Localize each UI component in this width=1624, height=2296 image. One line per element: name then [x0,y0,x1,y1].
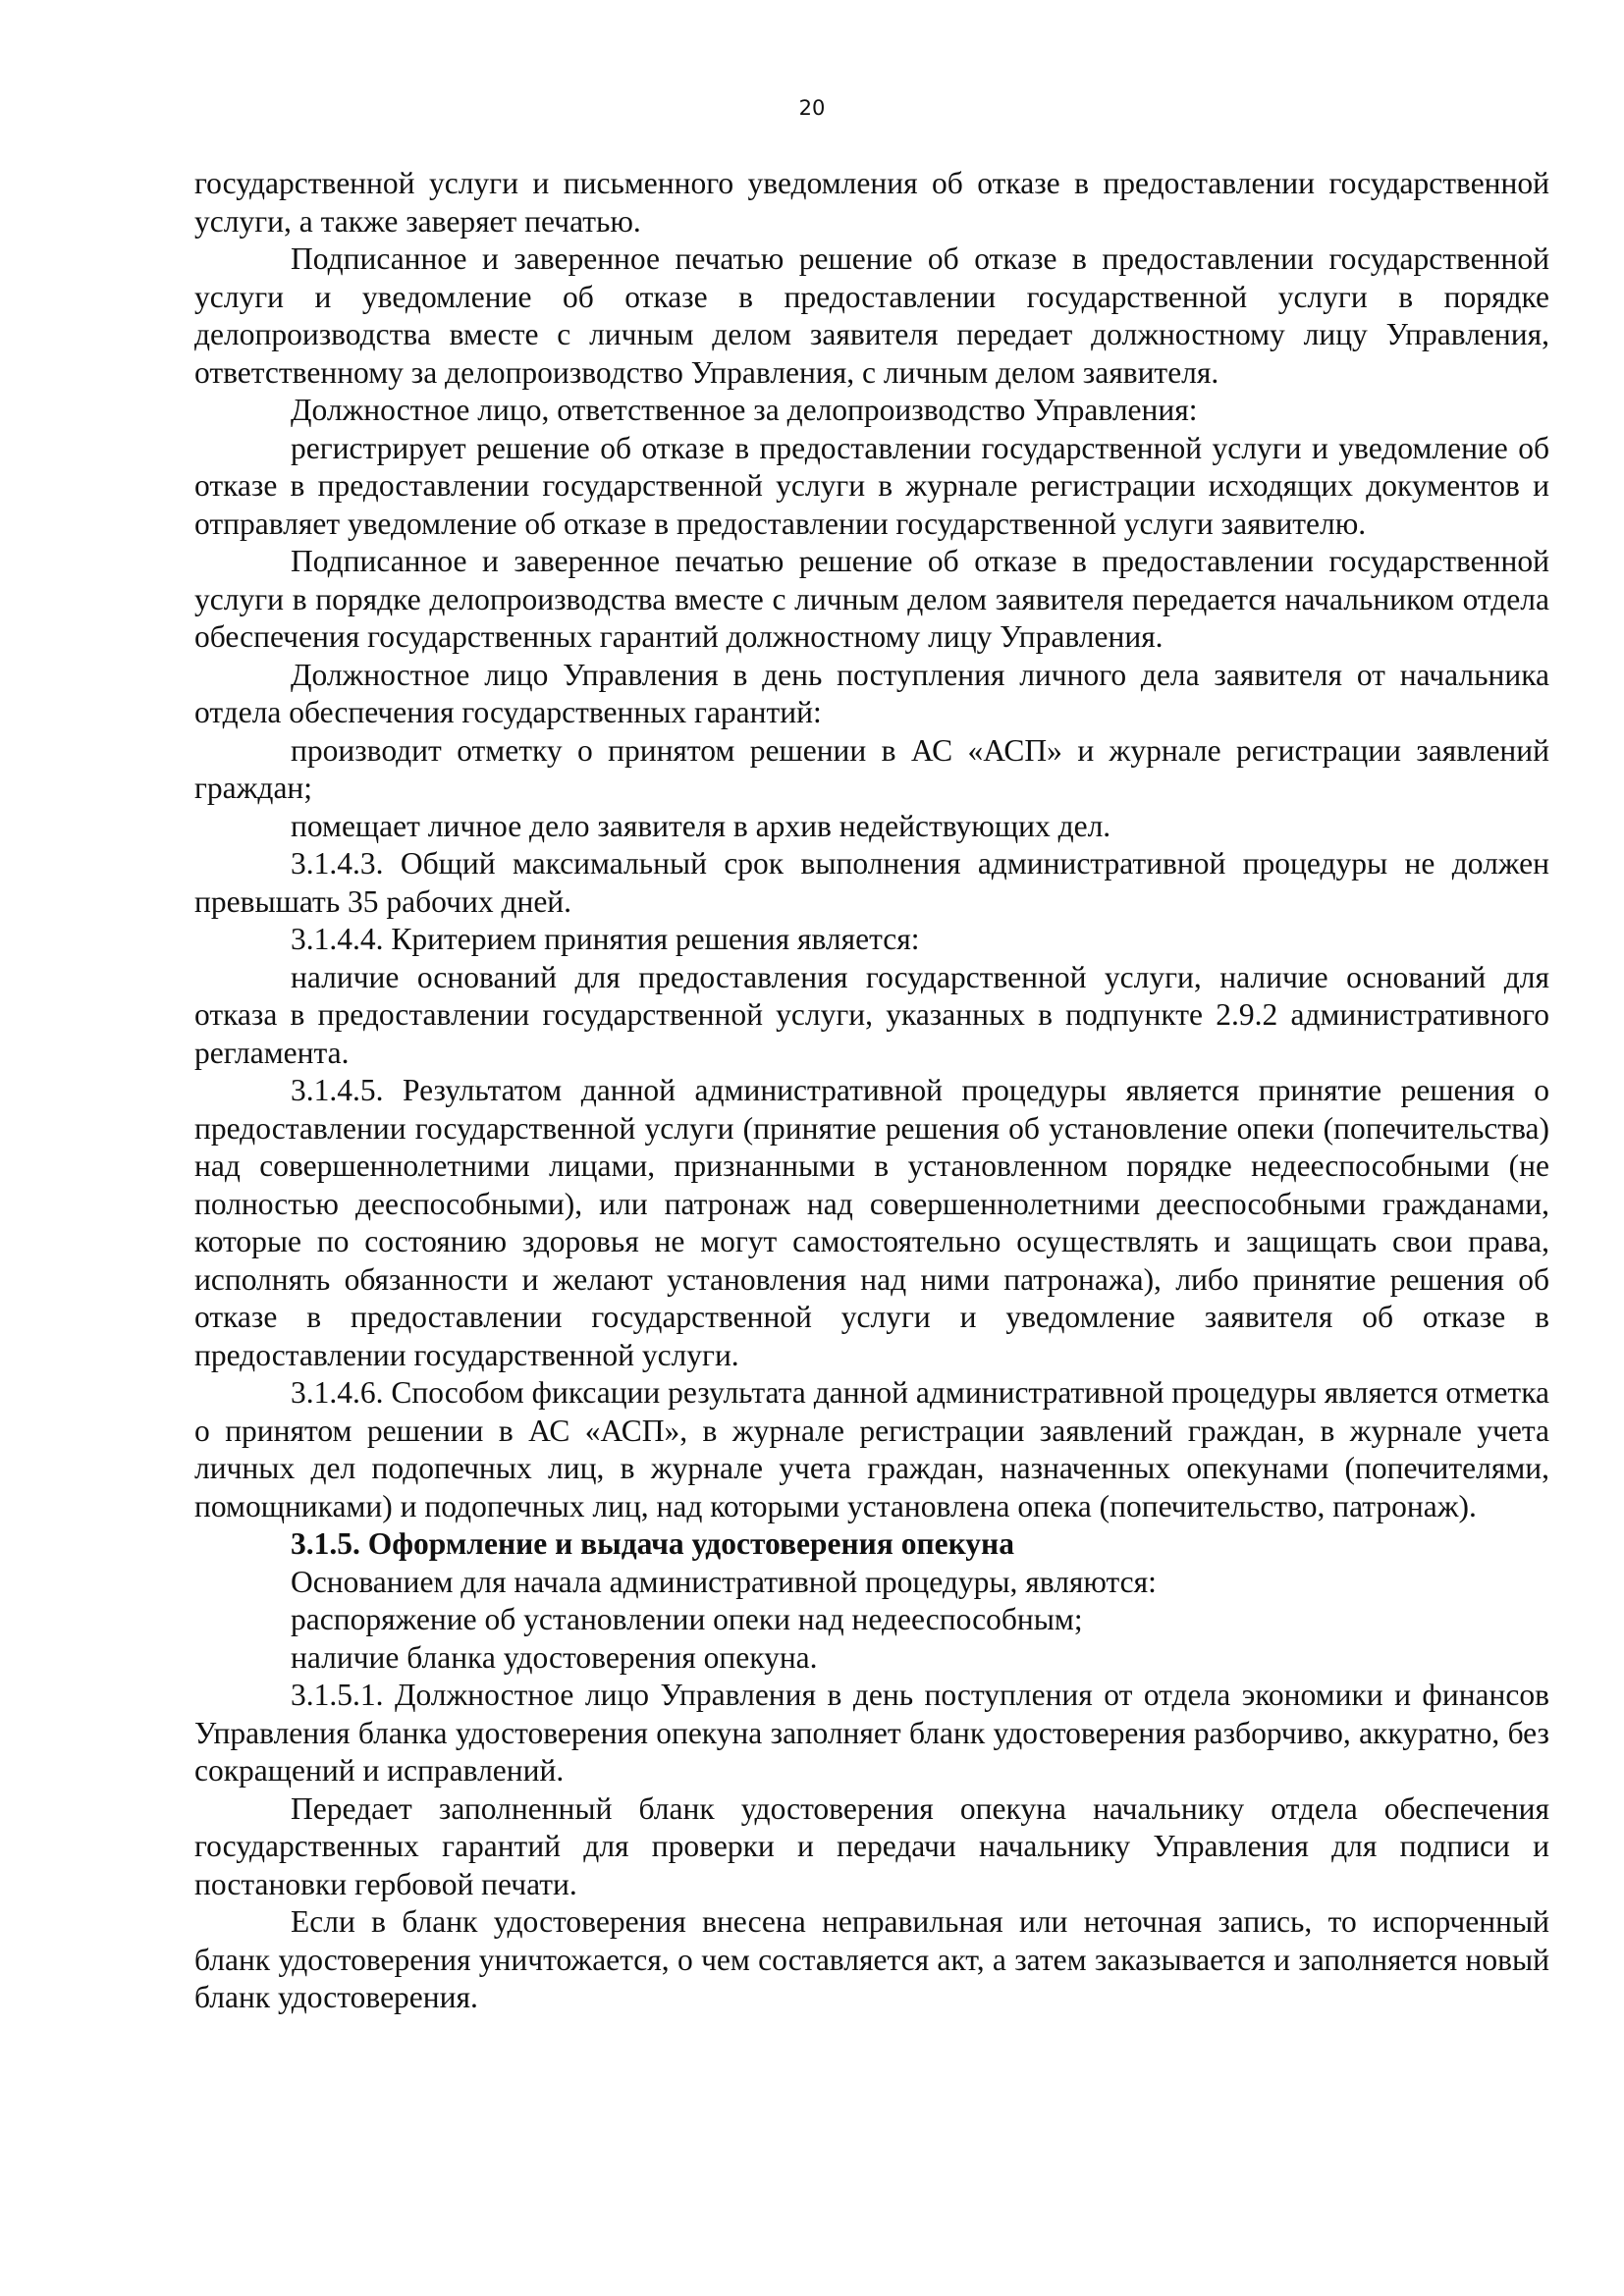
paragraph: распоряжение об установлении опеки над недееспособным; [291,1602,1083,1636]
paragraph-3-1-4-5: 3.1.4.5. Результатом данной административной процедуры является принятие решения о предоставлении государственной услуги (принятие решения об установление опеки (попечительства) над совершеннолетними лицами, признанными в установленном порядке недееспособными (не полностью дееспособными), или патронаж над совершеннолетними дееспособными гражданами, которые по состоянию здоровья не могут самостоятельно осуществлять и защищать свои права, исполнять обязанности и желают установления над ними патронажа), либо принятие решения об отказе в предоставлении государственной услуги и уведомление заявителя об отказе в предоставлении государственной услуги. [194,1073,1549,1372]
paragraph-3-1-4-4: 3.1.4.4. Критерием принятия решения является: [291,922,920,956]
page-number: 20 [798,96,826,120]
paragraph: Если в бланк удостоверения внесена неправильная или неточная запись, то испорченный бланк удостоверения уничтожается, о чем составляется акт, а затем заказывается и заполняется новый бланк удостоверения. [194,1904,1549,2014]
paragraph: Основанием для начала административной процедуры, являются: [291,1564,1157,1599]
paragraph: регистрирует решение об отказе в предоставлении государственной услуги и уведомление об отказе в предоставлении государственной услуги в журнале регистрации исходящих документов и отправляет уведомление об отказе в предоставлении государственной услуги заявителю. [194,430,1549,541]
paragraph: Должностное лицо, ответственное за делопроизводство Управления: [291,393,1198,427]
paragraph: наличие бланка удостоверения опекуна. [291,1639,818,1675]
document-body [194,165,1549,2017]
paragraph: наличие оснований для предоставления государственной услуги, наличие оснований для отказа в предоставлении государственной услуги, указанных в подпункте 2.9.2 административного регламента. [194,959,1549,1070]
paragraph: Должностное лицо Управления в день поступления личного дела заявителя от начальника отдела обеспечения государственных гарантий: [194,657,1549,729]
paragraph-3-1-4-3: 3.1.4.3. Общий максимальный срок выполнения административной процедуры не должен превышать 35 рабочих дней. [194,846,1549,919]
paragraph-3-1-4-6: 3.1.4.6. Способом фиксации результата данной административной процедуры является отметка о принятом решении в АС «АСП», в журнале регистрации заявлений граждан, в журнале учета личных дел подопечных лиц, в журнале учета граждан, назначенных опекунами (попечителями, помощниками) и подопечных лиц, над которыми установлена опека (попечительство, патронаж). [194,1375,1549,1523]
paragraph: Подписанное и заверенное печатью решение об отказе в предоставлении государственной услуги в порядке делопроизводства вместе с личным делом заявителя передается начальником отдела обеспечения государственных гарантий должностному лицу Управления. [194,544,1549,654]
paragraph: Передает заполненный бланк удостоверения опекуна начальнику отдела обеспечения государственных гарантий для проверки и передачи начальнику Управления для подписи и постановки гербовой печати. [194,1790,1549,1901]
paragraph: Подписанное и заверенное печатью решение об отказе в предоставлении государственной услуги и уведомление об отказе в предоставлении государственной услуги в порядке делопроизводства вместе с личным делом заявителя передает должностному лицу Управления, ответственному за делопроизводство Управления, с личным делом заявителя. [194,241,1549,390]
paragraph-3-1-5-1: 3.1.5.1. Должностное лицо Управления в день поступления от отдела экономики и финансов Управления бланка удостоверения опекуна заполняет бланк удостоверения разборчиво, аккуратно, без сокращений и исправлений. [194,1678,1549,1788]
paragraph: производит отметку о принятом решении в АС «АСП» и журнале регистрации заявлений граждан; [194,732,1549,805]
paragraph: помещает личное дело заявителя в архив недействующих дел. [291,808,1111,843]
paragraph-continuation: государственной услуги и письменного уведомления об отказе в предоставлении государственной услуги, а также заверяет печатью. [194,166,1549,239]
section-heading-3-1-5: 3.1.5. Оформление и выдача удостоверения опекуна [291,1526,1014,1561]
